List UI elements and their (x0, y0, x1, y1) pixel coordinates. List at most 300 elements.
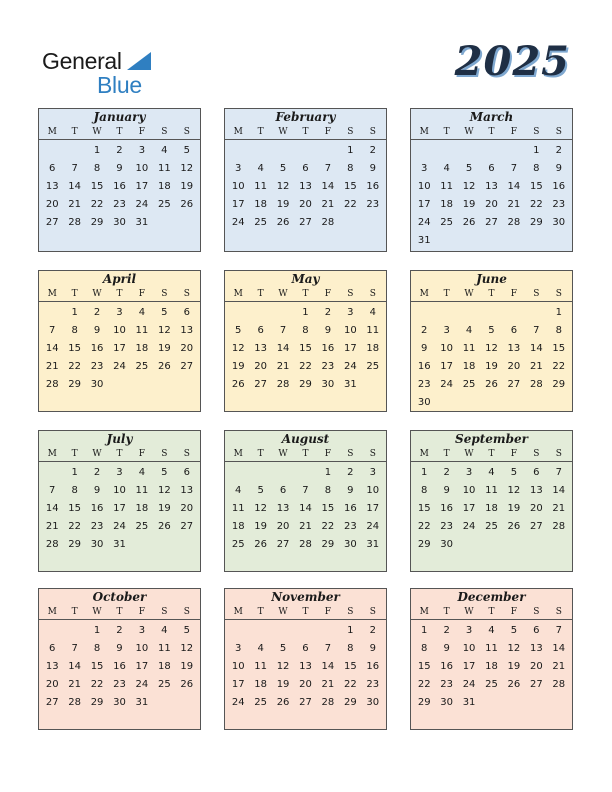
day-cell: 15 (90, 181, 104, 192)
day-cell: 21 (45, 521, 59, 532)
weekday-header: T (116, 449, 123, 459)
empty-day-cell (41, 464, 63, 482)
day-cell: 25 (254, 697, 267, 708)
weekday-header: F (324, 289, 332, 299)
day-cell: 19 (276, 199, 290, 210)
weekday-header: W (92, 289, 102, 299)
day-cell: 20 (529, 661, 543, 672)
day-cell: 7 (533, 325, 540, 336)
day-cell: 9 (369, 643, 376, 654)
weekday-header: S (161, 449, 168, 459)
day-cell: 31 (366, 539, 380, 550)
day-cell: 20 (45, 679, 59, 690)
month-december (410, 588, 573, 730)
day-cell: 31 (135, 217, 149, 228)
day-cell: 28 (299, 539, 312, 550)
day-cell: 3 (421, 163, 428, 174)
weekday-header: S (347, 127, 354, 137)
day-cell: 20 (180, 503, 194, 514)
day-cell: 1 (555, 307, 562, 318)
day-cell: 19 (254, 521, 267, 532)
weekday-header: S (555, 607, 562, 617)
day-cell: 16 (440, 661, 453, 672)
weekday-header: F (324, 127, 332, 137)
day-cell: 1 (421, 625, 428, 636)
day-cell: 1 (421, 467, 428, 478)
day-cell: 9 (555, 163, 562, 174)
weekday-header: S (533, 127, 540, 137)
day-cell: 10 (462, 643, 476, 654)
weekday-header: W (92, 449, 102, 459)
empty-day-cell (317, 142, 339, 160)
day-cell: 29 (299, 379, 312, 390)
day-cell: 22 (417, 521, 431, 532)
weekday-header: S (183, 607, 190, 617)
day-cell: 6 (49, 163, 56, 174)
weekday-header: W (278, 607, 288, 617)
day-cell: 26 (485, 379, 498, 390)
day-cell: 6 (488, 163, 495, 174)
day-cell: 29 (417, 539, 431, 550)
weekday-header: T (302, 289, 309, 299)
day-cell: 10 (231, 181, 245, 192)
empty-day-cell (294, 464, 316, 482)
day-cell: 14 (68, 181, 81, 192)
day-cell: 22 (299, 361, 312, 372)
day-cell: 27 (485, 217, 498, 228)
day-cell: 16 (321, 343, 335, 354)
weekday-header: M (233, 607, 243, 617)
day-cell: 17 (366, 503, 380, 514)
day-cell: 6 (183, 307, 190, 318)
month-title: August (281, 432, 330, 446)
day-cell: 6 (257, 325, 264, 336)
day-cell: 9 (116, 163, 123, 174)
day-cell: 18 (440, 199, 453, 210)
weekday-header: T (488, 607, 495, 617)
day-cell: 30 (343, 539, 357, 550)
day-cell: 19 (276, 679, 290, 690)
day-cell: 21 (507, 199, 521, 210)
empty-day-cell (503, 304, 525, 322)
day-cell: 11 (254, 661, 267, 672)
day-cell: 21 (552, 503, 566, 514)
weekday-header: T (257, 607, 264, 617)
day-cell: 6 (279, 485, 287, 496)
day-cell: 17 (343, 343, 357, 354)
day-cell: 18 (254, 199, 267, 210)
day-cell: 5 (279, 643, 287, 654)
weekday-header: S (369, 127, 376, 137)
day-cell: 9 (93, 325, 101, 336)
day-cell: 31 (135, 697, 149, 708)
empty-day-cell (227, 304, 249, 322)
day-cell: 14 (321, 181, 335, 192)
weekday-header: T (443, 449, 450, 459)
weekday-header: T (257, 127, 264, 137)
weekday-header: S (555, 289, 562, 299)
day-cell: 14 (507, 181, 521, 192)
day-cell: 23 (343, 521, 357, 532)
day-cell: 14 (68, 661, 81, 672)
generalblue-logo (42, 48, 162, 98)
day-cell: 28 (45, 539, 59, 550)
day-cell: 25 (157, 199, 171, 210)
day-cell: 25 (157, 679, 171, 690)
day-cell: 12 (276, 181, 290, 192)
empty-day-cell (503, 142, 525, 160)
day-cell: 6 (302, 163, 309, 174)
weekday-header: M (47, 289, 57, 299)
day-cell: 30 (417, 397, 431, 408)
day-cell: 28 (321, 697, 335, 708)
day-cell: 5 (235, 325, 242, 336)
weekday-header: F (510, 289, 518, 299)
empty-day-cell (272, 622, 294, 640)
weekday-header: F (510, 607, 518, 617)
weekday-header: F (138, 289, 146, 299)
weekday-header: M (47, 607, 57, 617)
day-cell: 20 (485, 199, 498, 210)
day-cell: 24 (366, 521, 380, 532)
day-cell: 26 (462, 217, 476, 228)
day-cell: 22 (321, 521, 335, 532)
empty-day-cell (249, 622, 271, 640)
day-cell: 15 (321, 503, 335, 514)
empty-day-cell (41, 622, 63, 640)
day-cell: 5 (510, 467, 518, 478)
day-cell: 28 (321, 217, 335, 228)
day-cell: 13 (529, 485, 543, 496)
weekday-header: S (347, 289, 354, 299)
weekday-header: S (555, 127, 562, 137)
month-january (38, 108, 201, 252)
month-title: September (455, 432, 528, 446)
day-cell: 10 (366, 485, 380, 496)
day-cell: 9 (369, 163, 376, 174)
day-cell: 16 (343, 503, 357, 514)
day-cell: 23 (321, 361, 335, 372)
day-cell: 11 (440, 181, 453, 192)
day-cell: 10 (135, 163, 149, 174)
month-title: July (106, 432, 133, 446)
day-cell: 9 (443, 643, 450, 654)
day-cell: 15 (343, 661, 357, 672)
day-cell: 9 (421, 343, 428, 354)
day-cell: 26 (180, 199, 194, 210)
day-cell: 25 (440, 217, 453, 228)
day-cell: 24 (462, 521, 476, 532)
day-cell: 1 (324, 467, 332, 478)
day-cell: 11 (157, 643, 171, 654)
weekday-header: T (116, 289, 123, 299)
month-april (38, 270, 201, 412)
day-cell: 18 (485, 503, 498, 514)
day-cell: 5 (183, 625, 190, 636)
day-cell: 16 (366, 181, 380, 192)
day-cell: 3 (235, 643, 242, 654)
day-cell: 7 (71, 643, 78, 654)
day-cell: 9 (443, 485, 450, 496)
day-cell: 1 (71, 307, 78, 318)
month-title: March (469, 110, 514, 124)
day-cell: 24 (462, 679, 476, 690)
day-cell: 25 (462, 379, 476, 390)
weekday-header: M (419, 289, 429, 299)
weekday-header: T (302, 127, 309, 137)
day-cell: 2 (443, 467, 450, 478)
weekday-header: S (533, 289, 540, 299)
day-cell: 29 (529, 217, 543, 228)
weekday-header: F (324, 607, 332, 617)
day-cell: 13 (45, 661, 59, 672)
month-title: December (457, 590, 526, 604)
day-cell: 23 (552, 199, 566, 210)
day-cell: 18 (157, 661, 171, 672)
day-cell: 21 (321, 199, 335, 210)
day-cell: 10 (343, 325, 357, 336)
day-cell: 8 (555, 325, 562, 336)
day-cell: 30 (113, 217, 126, 228)
day-cell: 5 (510, 625, 518, 636)
day-cell: 27 (45, 217, 59, 228)
day-cell: 18 (254, 679, 267, 690)
day-cell: 23 (417, 379, 431, 390)
day-cell: 6 (183, 467, 190, 478)
day-cell: 5 (257, 485, 264, 496)
empty-day-cell (272, 142, 294, 160)
weekday-header: S (183, 449, 190, 459)
day-cell: 28 (529, 379, 543, 390)
day-cell: 1 (533, 145, 540, 156)
weekday-header: M (47, 449, 57, 459)
empty-day-cell (317, 622, 339, 640)
day-cell: 9 (324, 325, 332, 336)
day-cell: 23 (90, 521, 104, 532)
day-cell: 13 (507, 343, 521, 354)
day-cell: 17 (135, 181, 149, 192)
day-cell: 28 (507, 217, 521, 228)
weekday-header: S (161, 289, 168, 299)
day-cell: 18 (485, 661, 498, 672)
day-cell: 14 (45, 343, 59, 354)
day-cell: 11 (157, 163, 171, 174)
day-cell: 20 (254, 361, 267, 372)
day-cell: 21 (276, 361, 290, 372)
month-june (410, 270, 573, 412)
day-cell: 12 (254, 503, 267, 514)
day-cell: 22 (90, 679, 104, 690)
day-cell: 13 (45, 181, 59, 192)
day-cell: 10 (231, 661, 245, 672)
day-cell: 17 (113, 503, 126, 514)
day-cell: 25 (366, 361, 380, 372)
weekday-header: S (347, 449, 354, 459)
day-cell: 13 (529, 643, 543, 654)
day-cell: 24 (417, 217, 431, 228)
day-cell: 1 (347, 145, 354, 156)
weekday-header: M (419, 607, 429, 617)
day-cell: 19 (180, 181, 194, 192)
day-cell: 26 (157, 521, 171, 532)
month-title: October (92, 590, 147, 604)
day-cell: 26 (507, 521, 521, 532)
day-cell: 16 (417, 361, 431, 372)
day-cell: 5 (161, 307, 168, 318)
day-cell: 15 (343, 181, 357, 192)
day-cell: 28 (45, 379, 59, 390)
day-cell: 7 (510, 163, 518, 174)
empty-day-cell (435, 142, 457, 160)
day-cell: 21 (299, 521, 312, 532)
day-cell: 8 (347, 643, 354, 654)
weekday-header: W (92, 127, 102, 137)
day-cell: 23 (366, 199, 380, 210)
day-cell: 3 (116, 307, 123, 318)
day-cell: 4 (257, 163, 264, 174)
day-cell: 24 (231, 697, 245, 708)
day-cell: 3 (116, 467, 123, 478)
weekday-header: M (233, 289, 243, 299)
weekday-header: T (443, 289, 450, 299)
day-cell: 20 (180, 343, 194, 354)
weekday-header: T (488, 289, 495, 299)
day-cell: 17 (440, 361, 453, 372)
day-cell: 6 (510, 325, 518, 336)
day-cell: 9 (347, 485, 354, 496)
day-cell: 4 (161, 145, 168, 156)
day-cell: 26 (231, 379, 245, 390)
empty-day-cell (41, 304, 63, 322)
weekday-header: W (278, 127, 288, 137)
day-cell: 12 (157, 485, 171, 496)
month-november (224, 588, 387, 730)
day-cell: 24 (231, 217, 245, 228)
day-cell: 6 (533, 467, 540, 478)
day-cell: 24 (113, 361, 126, 372)
day-cell: 21 (68, 679, 81, 690)
day-cell: 6 (49, 643, 56, 654)
day-cell: 16 (113, 661, 126, 672)
day-cell: 9 (93, 485, 101, 496)
month-title: June (476, 272, 507, 286)
day-cell: 20 (299, 679, 312, 690)
month-august (224, 430, 387, 572)
day-cell: 22 (552, 361, 566, 372)
day-cell: 30 (113, 697, 126, 708)
weekday-header: S (347, 607, 354, 617)
day-cell: 10 (440, 343, 453, 354)
day-cell: 11 (485, 485, 498, 496)
weekday-header: S (533, 449, 540, 459)
day-cell: 25 (135, 361, 149, 372)
day-cell: 8 (324, 485, 332, 496)
weekday-header: M (419, 449, 429, 459)
day-cell: 10 (113, 485, 126, 496)
day-cell: 28 (276, 379, 290, 390)
day-cell: 7 (302, 485, 309, 496)
day-cell: 17 (231, 679, 245, 690)
day-cell: 20 (507, 361, 521, 372)
weekday-header: S (369, 449, 376, 459)
empty-day-cell (525, 304, 547, 322)
day-cell: 3 (138, 625, 146, 636)
weekday-header: T (302, 449, 309, 459)
day-cell: 13 (485, 181, 498, 192)
day-cell: 4 (257, 643, 264, 654)
weekday-header: S (533, 607, 540, 617)
day-cell: 25 (485, 521, 498, 532)
day-cell: 26 (507, 679, 521, 690)
empty-day-cell (413, 304, 435, 322)
day-cell: 18 (462, 361, 476, 372)
day-cell: 14 (276, 343, 290, 354)
day-cell: 4 (465, 325, 473, 336)
empty-day-cell (413, 142, 435, 160)
day-cell: 12 (276, 661, 290, 672)
month-title: February (275, 110, 336, 124)
day-cell: 29 (417, 697, 431, 708)
day-cell: 24 (343, 361, 357, 372)
weekday-header: T (116, 127, 123, 137)
empty-day-cell (249, 304, 271, 322)
day-cell: 1 (302, 307, 309, 318)
day-cell: 24 (135, 679, 149, 690)
day-cell: 6 (302, 643, 309, 654)
day-cell: 8 (421, 485, 428, 496)
day-cell: 15 (68, 343, 81, 354)
day-cell: 19 (157, 503, 171, 514)
day-cell: 31 (113, 539, 126, 550)
day-cell: 26 (254, 539, 267, 550)
day-cell: 22 (90, 199, 104, 210)
day-cell: 2 (347, 467, 354, 478)
calendar-year: 2025 (454, 38, 570, 85)
day-cell: 12 (157, 325, 171, 336)
empty-day-cell (227, 622, 249, 640)
day-cell: 23 (440, 521, 453, 532)
weekday-header: W (464, 127, 474, 137)
month-september (410, 430, 573, 572)
weekday-header: W (464, 607, 474, 617)
month-july (38, 430, 201, 572)
day-cell: 18 (157, 181, 171, 192)
day-cell: 23 (90, 361, 104, 372)
empty-day-cell (227, 142, 249, 160)
day-cell: 30 (440, 539, 453, 550)
weekday-header: M (419, 127, 429, 137)
day-cell: 29 (552, 379, 566, 390)
weekday-header: F (510, 449, 518, 459)
day-cell: 7 (324, 163, 332, 174)
day-cell: 12 (507, 643, 521, 654)
day-cell: 14 (299, 503, 312, 514)
day-cell: 1 (93, 145, 101, 156)
logo-word-general: General (42, 48, 122, 74)
day-cell: 15 (552, 343, 566, 354)
day-cell: 19 (507, 661, 521, 672)
empty-day-cell (41, 142, 63, 160)
day-cell: 8 (347, 163, 354, 174)
day-cell: 26 (276, 217, 290, 228)
day-cell: 9 (116, 643, 123, 654)
day-cell: 30 (440, 697, 453, 708)
day-cell: 28 (68, 697, 81, 708)
day-cell: 3 (443, 325, 450, 336)
day-cell: 1 (71, 467, 78, 478)
empty-day-cell (458, 142, 480, 160)
weekday-header: M (233, 127, 243, 137)
